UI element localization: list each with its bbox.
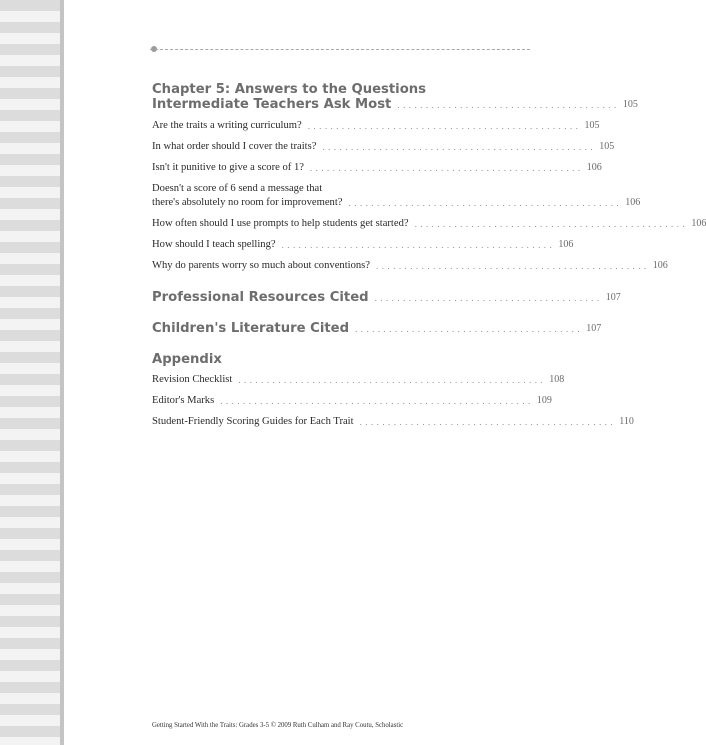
dot-leader: . . . . . . . . . . . . . . . . . . . . . . . . . . . . . . . . . . . . . . . . <box>374 293 600 303</box>
page-number: 106 <box>558 239 574 250</box>
dot-leader: . . . . . . . . . . . . . . . . . . . . . . . . . . . . . . . . . . . . . . . . . . . . . . . . <box>281 240 553 250</box>
page-number: 105 <box>584 120 600 131</box>
dot-leader: . . . . . . . . . . . . . . . . . . . . . . . . . . . . . . . . . . . . . . . . . . . . . . . . . . . . . . <box>238 375 544 385</box>
page-number: 107 <box>586 323 602 334</box>
page-number: 109 <box>536 395 552 406</box>
chapter5-heading-line1: Chapter 5: Answers to the Questions <box>152 82 427 97</box>
page-number: 106 <box>691 218 706 229</box>
toc-entry[interactable] <box>152 238 574 252</box>
page-number: 105 <box>622 99 638 110</box>
toc-entry[interactable] <box>152 119 600 133</box>
toc-entry[interactable] <box>152 373 565 387</box>
toc-entry[interactable] <box>152 259 668 273</box>
entry-text: Isn't it punitive to give a score of 1? <box>152 162 304 173</box>
table-of-contents <box>152 82 706 429</box>
dot-leader: . . . . . . . . . . . . . . . . . . . . . . . . . . . . . . . . . . . . . . . . <box>355 324 581 334</box>
toc-entry[interactable] <box>152 217 706 231</box>
page-number: 105 <box>599 141 615 152</box>
entry-text-line1: Doesn't a score of 6 send a message that <box>152 183 323 194</box>
resources-heading: Professional Resources Cited <box>152 290 369 305</box>
dot-leader: . . . . . . . . . . . . . . . . . . . . . . . . . . . . . . . . . . . . . . . . . . . . . . . . <box>414 219 686 229</box>
page-number: 110 <box>619 416 634 427</box>
entry-line <box>152 182 529 196</box>
entry-line <box>152 196 641 210</box>
page-number: 106 <box>652 260 668 271</box>
striped-margin <box>0 0 60 745</box>
page-number: 106 <box>586 162 602 173</box>
entry-text: In what order should I cover the traits? <box>152 141 317 152</box>
resources-heading-row[interactable] <box>152 290 621 305</box>
toc-entry[interactable] <box>152 394 552 408</box>
page-number: 106 <box>625 197 641 208</box>
entry-text: Student-Friendly Scoring Guides for Each Trait <box>152 416 354 427</box>
dot-leader: . . . . . . . . . . . . . . . . . . . . . . . . . . . . . . . . . . . . . . . . . . . . . . . . <box>376 261 647 271</box>
chapter5-heading-row[interactable] <box>152 97 638 112</box>
page-footer: Getting Started With the Traits: Grades 3-5 © 2009 Ruth Culham and Ray Coutu, Scholastic <box>152 722 404 729</box>
chapter5-heading-line2: Intermediate Teachers Ask Most <box>152 97 392 112</box>
entry-text: How often should I use prompts to help students get started? <box>152 218 409 229</box>
appendix-heading: Appendix <box>152 352 222 367</box>
dot-leader: . . . . . . . . . . . . . . . . . . . . . . . . . . . . . . . . . . . . . . . <box>397 100 617 110</box>
toc-entry[interactable] <box>152 161 602 175</box>
dot-leader: . . . . . . . . . . . . . . . . . . . . . . . . . . . . . . . . . . . . . . . . . . . . . . . . <box>307 121 579 131</box>
dashed-rule <box>150 49 530 50</box>
literature-heading-row[interactable] <box>152 321 602 336</box>
dot-leader: . . . . . . . . . . . . . . . . . . . . . . . . . . . . . . . . . . . . . . . . . . . . . . . . <box>348 198 620 208</box>
margin-edge <box>60 0 64 745</box>
page-number: 108 <box>549 374 565 385</box>
dot-leader: . . . . . . . . . . . . . . . . . . . . . . . . . . . . . . . . . . . . . . . . . . . . . . . . <box>322 142 594 152</box>
literature-heading: Children's Literature Cited <box>152 321 350 336</box>
dot-leader: . . . . . . . . . . . . . . . . . . . . . . . . . . . . . . . . . . . . . . . . . . . . . . . . . . . . . . . <box>220 396 531 406</box>
entry-text: Are the traits a writing curriculum? <box>152 120 302 131</box>
entry-text: How should I teach spelling? <box>152 239 276 250</box>
entry-text: there's absolutely no room for improvement? <box>152 197 343 208</box>
entry-text: Editor's Marks <box>152 395 215 406</box>
dot-leader: . . . . . . . . . . . . . . . . . . . . . . . . . . . . . . . . . . . . . . . . . . . . . . . . <box>309 163 581 173</box>
dot-leader: . . . . . . . . . . . . . . . . . . . . . . . . . . . . . . . . . . . . . . . . . . . . . <box>359 417 614 427</box>
toc-entry[interactable] <box>152 415 634 429</box>
chapter5-section <box>152 82 706 273</box>
entry-text: Why do parents worry so much about conventions? <box>152 260 371 271</box>
toc-entry-multiline[interactable] <box>152 182 641 210</box>
page-number: 107 <box>605 292 621 303</box>
entry-text: Revision Checklist <box>152 374 233 385</box>
toc-entry[interactable] <box>152 140 615 154</box>
appendix-section <box>152 352 634 429</box>
